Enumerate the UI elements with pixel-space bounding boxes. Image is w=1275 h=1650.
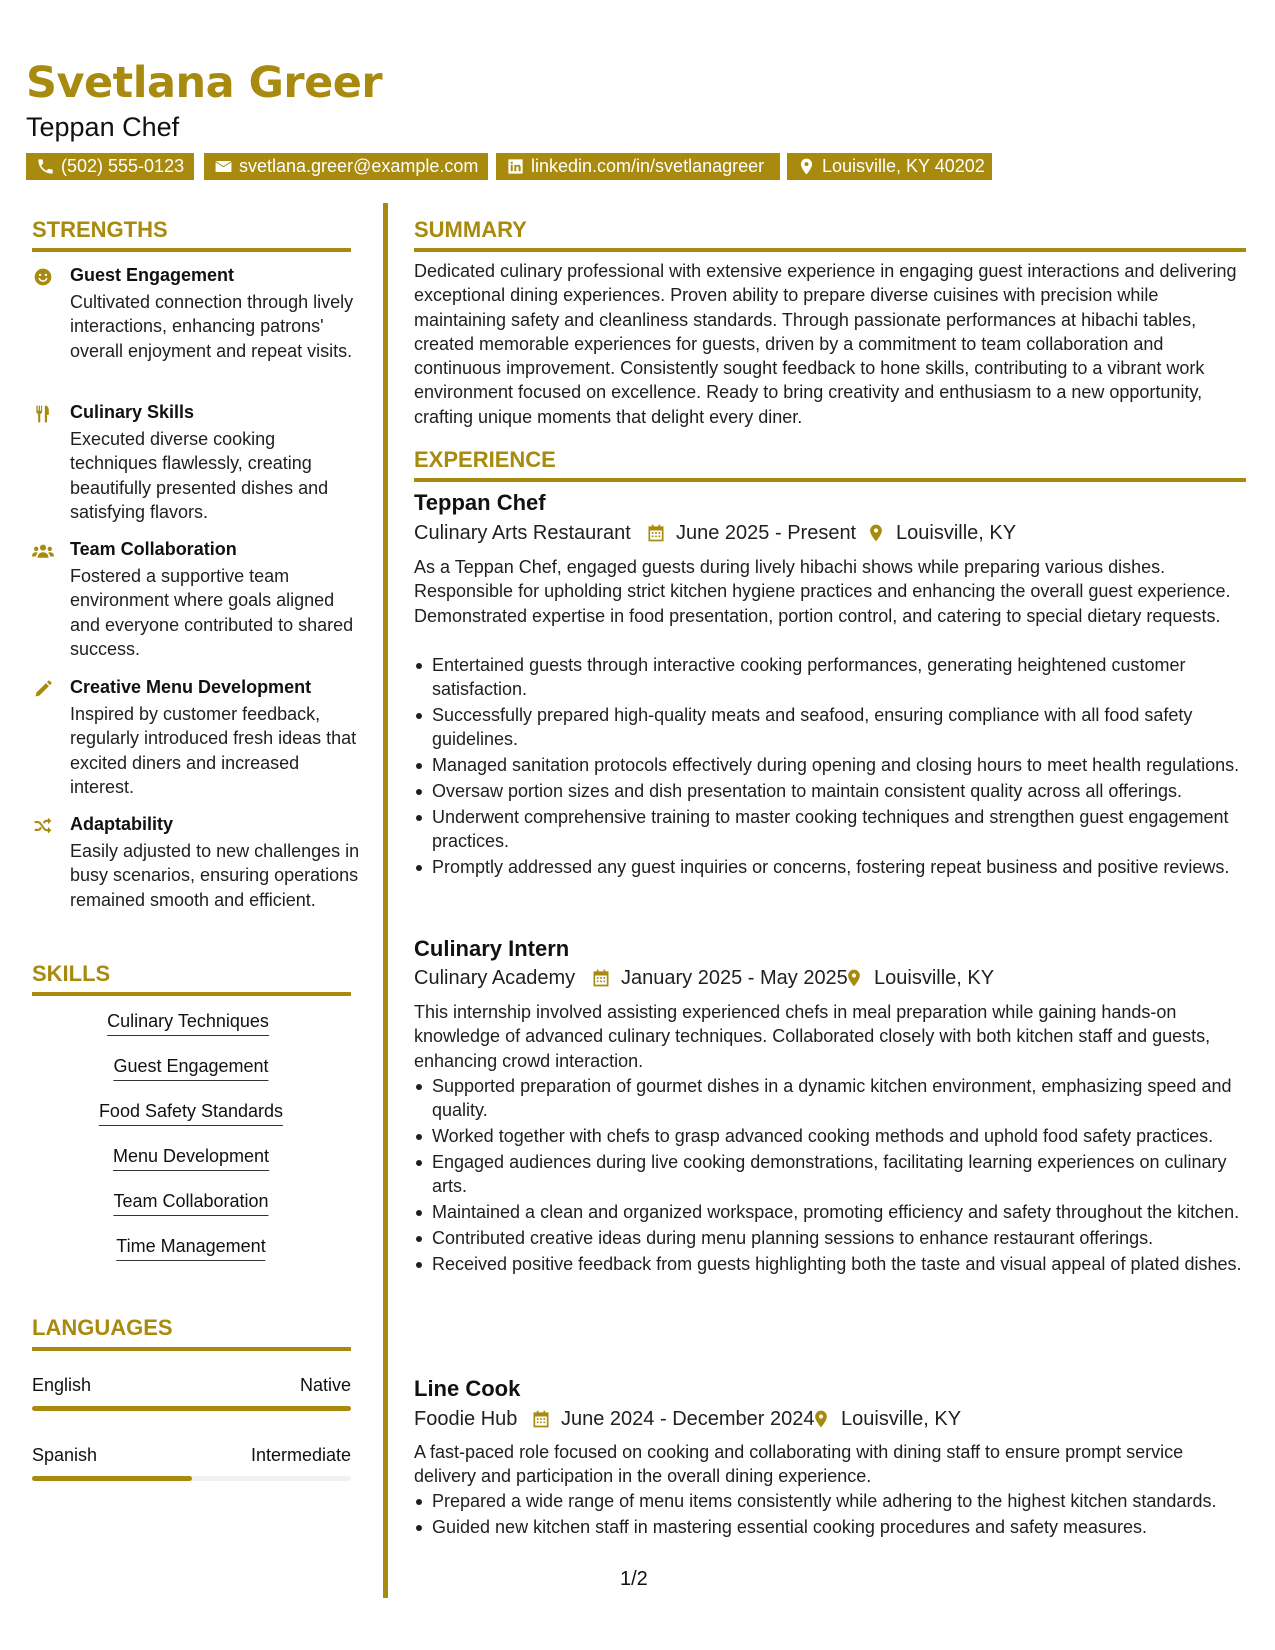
bullet-item: Supported preparation of gourmet dishes in a dynamic kitchen environment, emphasizing speed and quality. [414, 1074, 1246, 1123]
job-company: Foodie Hub [414, 1408, 518, 1430]
contact-location [787, 153, 992, 180]
job-description: This internship involved assisting experienced chefs in meal preparation while gaining hands-on knowledge of advanced culinary techniques. Collaborated closely with both kitchen staff and guests, enhancing crowd interaction. [414, 1002, 1211, 1071]
envelope-icon [214, 157, 233, 176]
job-bullets [414, 1489, 1246, 1541]
bullet-item: Underwent comprehensive training to master cooking techniques and strengthen guest engagement practices. [414, 805, 1246, 854]
utensils-icon [32, 404, 54, 424]
job-location: Louisville, KY [841, 1408, 962, 1430]
bullet-item: Prepared a wide range of menu items consistently while adhering to the highest kitchen standards. [414, 1489, 1246, 1513]
strength-title: Creative Menu Development [70, 677, 312, 697]
candidate-name: Svetlana Greer [26, 58, 383, 108]
contact-phone-text: (502) 555-0123 [61, 156, 185, 176]
bullet-item: Guided new kitchen staff in mastering essential cooking procedures and safety measures. [414, 1515, 1246, 1539]
job-company: Culinary Arts Restaurant [414, 522, 631, 544]
language-level: Intermediate [250, 1445, 351, 1465]
calendar-icon [531, 1408, 551, 1430]
shuffle-icon [32, 816, 54, 836]
skill-tag: Team Collaboration [113, 1191, 268, 1216]
strength-title: Team Collaboration [70, 539, 237, 559]
language-proficiency-fill [32, 1406, 351, 1411]
job-location: Louisville, KY [896, 522, 1017, 544]
page-indicator: 1/2 [620, 1568, 648, 1590]
job-title: Teppan Chef [414, 490, 546, 515]
map-pin-icon [844, 967, 864, 989]
languages-rule [32, 1347, 351, 1351]
bullet-item: Promptly addressed any guest inquiries or concerns, fostering repeat business and positive reviews. [414, 855, 1246, 879]
languages-heading: LANGUAGES [32, 1315, 173, 1340]
bullet-item: Managed sanitation protocols effectively during opening and closing hours to meet health regulations. [414, 753, 1246, 777]
job-description: As a Teppan Chef, engaged guests during lively hibachi shows while preparing various dishes. Responsible for upholding strict kitchen hygiene practices and enhancing the overall guest experience. Demonstrated expertise in food presentation, portion control, and catering to special dietary requests. [414, 557, 1231, 626]
bullet-item: Oversaw portion sizes and dish presentation to maintain consistent quality across all offerings. [414, 779, 1246, 803]
strength-title: Culinary Skills [70, 402, 195, 422]
bullet-item: Maintained a clean and organized workspace, promoting efficiency and safety throughout the kitchen. [414, 1200, 1246, 1224]
candidate-title: Teppan Chef [26, 112, 180, 142]
strength-description: Inspired by customer feedback, regularly introduced fresh ideas that excited diners and increased interest. [70, 704, 357, 798]
strength-description: Easily adjusted to new challenges in busy scenarios, ensuring operations remained smooth and efficient. [70, 841, 360, 910]
experience-heading: EXPERIENCE [414, 447, 556, 472]
skills-heading: SKILLS [32, 961, 111, 986]
contact-linkedin-text: linkedin.com/in/svetlanagreer [531, 156, 765, 176]
job-title: Culinary Intern [414, 936, 570, 961]
strength-description: Executed diverse cooking techniques flawlessly, creating beautifully presented dishes and satisfying flavors. [70, 429, 329, 523]
language-proficiency-bar [32, 1476, 351, 1481]
language-level: Native [299, 1375, 351, 1395]
summary-rule [414, 248, 1246, 252]
strength-title: Guest Engagement [70, 265, 235, 285]
map-pin-icon [811, 1408, 831, 1430]
skills-rule [32, 992, 351, 996]
bullet-item: Engaged audiences during live cooking demonstrations, facilitating learning experiences on culinary arts. [414, 1150, 1246, 1199]
job-dates: June 2024 - December 2024 [561, 1408, 815, 1430]
strength-description: Cultivated connection through lively interactions, enhancing patrons' overall enjoyment and repeat visits. [70, 292, 354, 361]
pencil-icon [32, 679, 54, 699]
strength-description: Fostered a supportive team environment where goals aligned and everyone contributed to shared success. [70, 566, 354, 660]
skill-tag: Time Management [116, 1236, 265, 1261]
job-company: Culinary Academy [414, 967, 576, 989]
job-bullets [414, 1074, 1246, 1277]
bullet-item: Successfully prepared high-quality meats and seafood, ensuring compliance with all food safety guidelines. [414, 703, 1246, 752]
bullet-item: Worked together with chefs to grasp advanced cooking methods and uphold food safety practices. [414, 1124, 1246, 1148]
language-proficiency-fill [32, 1476, 192, 1481]
job-title: Line Cook [414, 1376, 521, 1401]
skill-tag: Food Safety Standards [99, 1101, 283, 1126]
users-icon [32, 541, 54, 561]
skill-tag: Menu Development [113, 1146, 269, 1171]
job-dates: June 2025 - Present [676, 522, 857, 544]
phone-icon [36, 157, 55, 176]
bullet-item: Received positive feedback from guests highlighting both the taste and visual appeal of plated dishes. [414, 1252, 1246, 1276]
job-location: Louisville, KY [874, 967, 995, 989]
map-pin-icon [866, 522, 886, 544]
strength-title: Adaptability [70, 814, 174, 834]
contact-email-text: svetlana.greer@example.com [239, 156, 479, 176]
summary-text: Dedicated culinary professional with extensive experience in engaging guest interactions and delivering exceptional dining experiences. Proven ability to prepare diverse cuisines with precision while maintaining safety and cleanliness standards. Through passionate performances at hibachi tables, created memorable experiences for guests, driven by a commitment to team collaboration and continuous improvement. Consistently sought feedback to hone skills, contributing to a vibrant work environment focused on excellence. Ready to bring creativity and enthusiasm to a new opportunity, crafting unique moments that delight every diner. [414, 261, 1237, 427]
linkedin-icon [506, 157, 525, 176]
strengths-heading: STRENGTHS [32, 217, 168, 242]
calendar-icon [591, 967, 611, 989]
job-description: A fast-paced role focused on cooking and collaborating with dining staff to ensure prompt service delivery and participation in the overall dining experience. [414, 1442, 1184, 1487]
contact-phone[interactable] [26, 153, 194, 180]
summary-heading: SUMMARY [414, 217, 527, 242]
experience-rule [414, 478, 1246, 482]
job-dates: January 2025 - May 2025 [621, 967, 848, 989]
job-bullets [414, 653, 1246, 881]
skill-tag: Guest Engagement [113, 1056, 268, 1081]
bullet-item: Entertained guests through interactive cooking performances, generating heightened customer satisfaction. [414, 653, 1246, 702]
contact-email[interactable] [204, 153, 488, 180]
contact-linkedin[interactable] [496, 153, 780, 180]
skill-tag: Culinary Techniques [107, 1011, 269, 1036]
calendar-icon [646, 522, 666, 544]
language-proficiency-bar [32, 1406, 351, 1411]
map-pin-icon [797, 157, 816, 176]
language-name: Spanish [32, 1445, 98, 1465]
contact-location-text: Louisville, KY 40202 [822, 156, 985, 176]
smile-icon [32, 267, 54, 287]
strengths-rule [32, 248, 351, 252]
column-divider [383, 203, 388, 1598]
bullet-item: Contributed creative ideas during menu planning sessions to enhance restaurant offerings. [414, 1226, 1246, 1250]
language-name: English [32, 1375, 92, 1395]
